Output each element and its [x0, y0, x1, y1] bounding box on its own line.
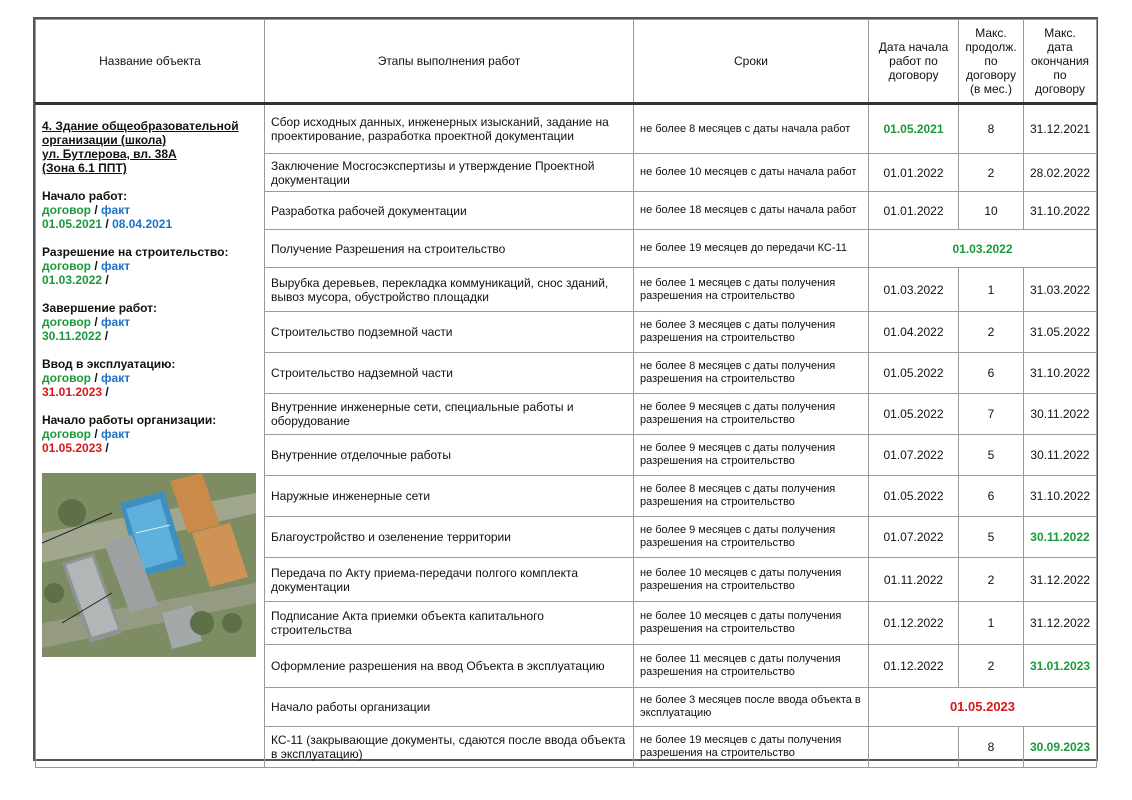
slash: /: [91, 259, 102, 273]
milestone-legend: [42, 259, 258, 273]
stage-cell: Сбор исходных данных, инженерных изысканий, задание на проектирование, разработка проектной документации: [265, 104, 634, 154]
term-cell: не более 19 месяцев до передачи КС-11: [634, 230, 869, 268]
fact-word: факт: [101, 371, 131, 385]
stage-cell: Оформление разрешения на ввод Объекта в эксплуатацию: [265, 645, 634, 688]
term-cell: не более 11 месяцев с даты получения разрешения на строительство: [634, 645, 869, 688]
end-date-cell: 30.11.2022: [1024, 435, 1097, 476]
milestone-label: Завершение работ:: [42, 301, 158, 315]
start-date-cell: 01.01.2022: [869, 154, 959, 192]
end-date-cell: 30.09.2023: [1024, 727, 1097, 768]
header-end: Макс. дата окончания по договору: [1024, 20, 1097, 104]
term-cell: не более 8 месяцев с даты получения разрешения на строительство: [634, 476, 869, 517]
slash: /: [91, 315, 102, 329]
school-rendering-image: [42, 473, 256, 657]
merged-date-cell: 01.05.2023: [869, 688, 1097, 727]
stage-cell: Строительство надземной части: [265, 353, 634, 394]
object-info-cell: [36, 104, 265, 768]
milestone-legend: [42, 371, 258, 385]
duration-cell: 1: [959, 268, 1024, 312]
stage-cell: Внутренние инженерные сети, специальные работы и оборудование: [265, 394, 634, 435]
fact-date: 08.04.2021: [112, 217, 173, 231]
stage-cell: Передача по Акту приема-передачи полгого комплекта документации: [265, 558, 634, 602]
end-date-cell: 31.10.2022: [1024, 353, 1097, 394]
duration-cell: 7: [959, 394, 1024, 435]
start-date-cell: 01.11.2022: [869, 558, 959, 602]
end-date-cell: 28.02.2022: [1024, 154, 1097, 192]
schedule-table: [35, 19, 1097, 768]
term-cell: не более 18 месяцев с даты начала работ: [634, 192, 869, 230]
start-date-cell: [869, 727, 959, 768]
milestone-label: Начало работы организации:: [42, 413, 217, 427]
start-date-cell: 01.05.2022: [869, 394, 959, 435]
start-date-cell: 01.04.2022: [869, 312, 959, 353]
stage-cell: Подписание Акта приемки объекта капитального строительства: [265, 602, 634, 645]
contract-date: 31.01.2023: [42, 385, 103, 399]
header-duration: Макс. продолж. по договору (в мес.): [959, 20, 1024, 104]
slash: /: [101, 329, 109, 343]
term-cell: не более 9 месяцев с даты получения разрешения на строительство: [634, 517, 869, 558]
duration-cell: 6: [959, 476, 1024, 517]
stage-cell: Строительство подземной части: [265, 312, 634, 353]
schedule-sheet: [33, 17, 1098, 761]
header-start: Дата начала работ по договору: [869, 20, 959, 104]
start-date-cell: 01.05.2021: [869, 104, 959, 154]
contract-word: договор: [42, 259, 91, 273]
milestone-label: Ввод в эксплуатацию:: [42, 357, 176, 371]
term-cell: не более 10 месяцев с даты получения разрешения на строительство: [634, 602, 869, 645]
duration-cell: 8: [959, 727, 1024, 768]
object-title-line: 4. Здание общеобразовательной: [42, 119, 239, 133]
duration-cell: 2: [959, 154, 1024, 192]
duration-cell: 6: [959, 353, 1024, 394]
milestone-dates: [42, 441, 258, 455]
duration-cell: 2: [959, 558, 1024, 602]
contract-date: 30.11.2022: [42, 329, 102, 343]
milestone-dates: [42, 217, 258, 231]
term-cell: не более 19 месяцев с даты получения разрешения на строительство: [634, 727, 869, 768]
term-cell: не более 1 месяцев с даты получения разрешения на строительство: [634, 268, 869, 312]
slash: /: [102, 273, 109, 287]
stage-cell: Благоустройство и озеленение территории: [265, 517, 634, 558]
duration-cell: 5: [959, 517, 1024, 558]
duration-cell: 5: [959, 435, 1024, 476]
stage-cell: КС-11 (закрывающие документы, сдаются после ввода объекта в эксплуатацию): [265, 727, 634, 768]
fact-word: факт: [101, 315, 131, 329]
start-date-cell: 01.12.2022: [869, 602, 959, 645]
fact-word: факт: [101, 203, 131, 217]
slash: /: [91, 203, 102, 217]
end-date-cell: 31.03.2022: [1024, 268, 1097, 312]
end-date-cell: 31.01.2023: [1024, 645, 1097, 688]
duration-cell: 8: [959, 104, 1024, 154]
term-cell: не более 9 месяцев с даты получения разрешения на строительство: [634, 435, 869, 476]
milestone-label: Разрешение на строительство:: [42, 245, 229, 259]
milestone-dates: [42, 385, 258, 399]
start-date-cell: 01.05.2022: [869, 476, 959, 517]
object-title: [42, 119, 258, 175]
stage-cell: Получение Разрешения на строительство: [265, 230, 634, 268]
end-date-cell: 30.11.2022: [1024, 394, 1097, 435]
header-row: [36, 20, 1097, 104]
object-title-line: (Зона 6.1 ППТ): [42, 161, 127, 175]
contract-word: договор: [42, 203, 91, 217]
contract-date: 01.05.2021: [42, 217, 103, 231]
slash: /: [102, 385, 109, 399]
stage-cell: Начало работы организации: [265, 688, 634, 727]
end-date-cell: 31.12.2022: [1024, 558, 1097, 602]
stage-cell: Разработка рабочей документации: [265, 192, 634, 230]
contract-date: 01.03.2022: [42, 273, 103, 287]
contract-date: 01.05.2023: [42, 441, 103, 455]
start-date-cell: 01.07.2022: [869, 517, 959, 558]
duration-cell: 1: [959, 602, 1024, 645]
start-date-cell: 01.03.2022: [869, 268, 959, 312]
start-date-cell: 01.12.2022: [869, 645, 959, 688]
merged-date-cell: 01.03.2022: [869, 230, 1097, 268]
stage-cell: Вырубка деревьев, перекладка коммуникаций, снос зданий, вывоз мусора, обустройство площадки: [265, 268, 634, 312]
start-date-cell: 01.07.2022: [869, 435, 959, 476]
end-date-cell: 31.10.2022: [1024, 476, 1097, 517]
end-date-cell: 31.10.2022: [1024, 192, 1097, 230]
end-date-cell: 31.05.2022: [1024, 312, 1097, 353]
milestone-dates: [42, 329, 258, 343]
term-cell: не более 8 месяцев с даты начала работ: [634, 104, 869, 154]
term-cell: не более 8 месяцев с даты получения разрешения на строительство: [634, 353, 869, 394]
stage-cell: Наружные инженерные сети: [265, 476, 634, 517]
end-date-cell: 31.12.2021: [1024, 104, 1097, 154]
term-cell: не более 10 месяцев с даты получения разрешения на строительство: [634, 558, 869, 602]
milestone-legend: [42, 427, 258, 441]
slash: /: [102, 217, 113, 231]
fact-word: факт: [101, 259, 131, 273]
duration-cell: 2: [959, 645, 1024, 688]
slash: /: [91, 371, 102, 385]
slash: /: [102, 441, 109, 455]
end-date-cell: 30.11.2022: [1024, 517, 1097, 558]
header-stages: Этапы выполнения работ: [265, 20, 634, 104]
contract-word: договор: [42, 371, 91, 385]
start-date-cell: 01.01.2022: [869, 192, 959, 230]
term-cell: не более 3 месяцев после ввода объекта в эксплуатацию: [634, 688, 869, 727]
start-date-cell: 01.05.2022: [869, 353, 959, 394]
header-terms: Сроки: [634, 20, 869, 104]
term-cell: не более 3 месяцев с даты получения разрешения на строительство: [634, 312, 869, 353]
milestone-dates: [42, 273, 258, 287]
fact-word: факт: [101, 427, 131, 441]
duration-cell: 2: [959, 312, 1024, 353]
stage-cell: Заключение Мосгосэкспертизы и утверждение Проектной документации: [265, 154, 634, 192]
stage-cell: Внутренние отделочные работы: [265, 435, 634, 476]
term-cell: не более 10 месяцев с даты начала работ: [634, 154, 869, 192]
object-title-line: ул. Бутлерова, вл. 38А: [42, 147, 177, 161]
milestone-legend: [42, 315, 258, 329]
milestone-label: Начало работ:: [42, 189, 128, 203]
header-name: Название объекта: [36, 20, 265, 104]
table-row: [36, 104, 1097, 154]
contract-word: договор: [42, 427, 91, 441]
slash: /: [91, 427, 102, 441]
duration-cell: 10: [959, 192, 1024, 230]
milestone-legend: [42, 203, 258, 217]
contract-word: договор: [42, 315, 91, 329]
object-title-line: организации (школа): [42, 133, 167, 147]
term-cell: не более 9 месяцев с даты получения разрешения на строительство: [634, 394, 869, 435]
end-date-cell: 31.12.2022: [1024, 602, 1097, 645]
